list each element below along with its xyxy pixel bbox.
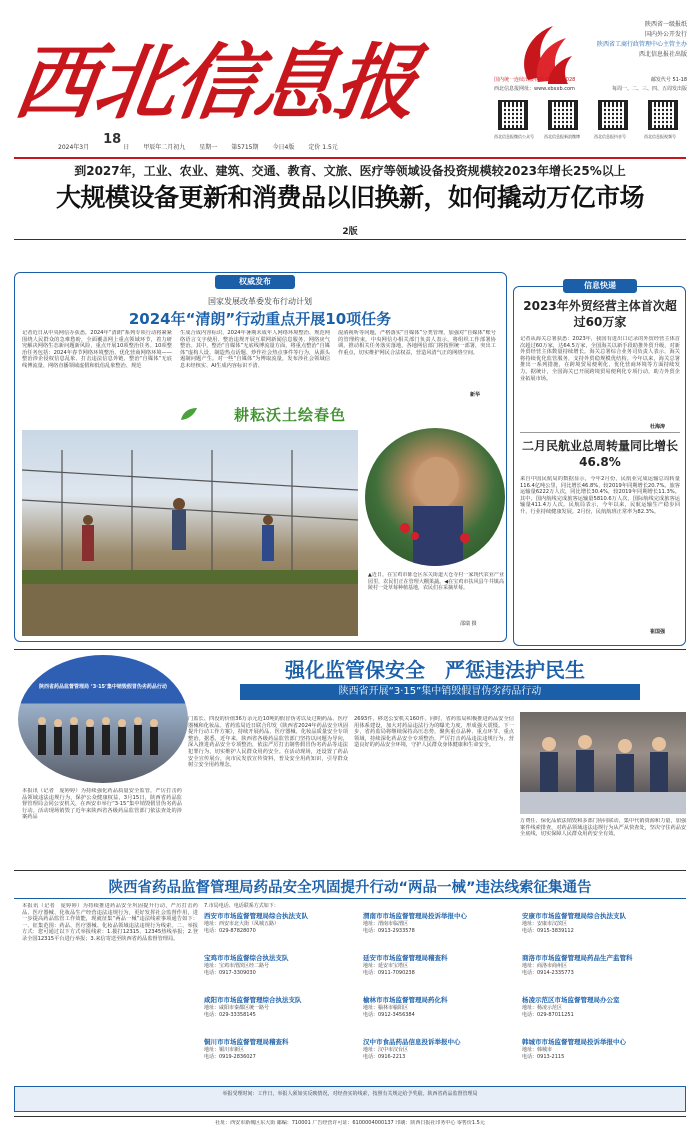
agency-address: 地址：宝鸡市渭滨区经二路号 [204, 963, 270, 969]
photo-banner: 陕西省药品监督管理局 ‘3·15’集中销毁假冒伪劣药品行动 [39, 684, 167, 690]
agency-phone: 电话：0917-3309030 [204, 969, 256, 976]
notice-title: 陕西省药品监督管理局药品安全巩固提升行动“两品一械”违法线索征集通告 [108, 880, 592, 896]
agency-item [363, 953, 516, 991]
agency-address: 地址：杨凌示范区 [522, 1005, 563, 1011]
safety-subtitle: 陕西省开展“3·15”集中销毁假冒伪劣药品行动 [240, 684, 640, 700]
qr-caption: 西北信息报新浪微博 [544, 134, 580, 139]
date-yearmonth: 2024年3月 [58, 143, 90, 151]
info-line: 国内外公开发行 [644, 31, 687, 38]
agency-address: 地址：汉中市汉台区 [363, 1047, 409, 1053]
agency-item [363, 911, 516, 949]
greenhouse-photo [22, 430, 358, 636]
agency-item [204, 953, 357, 991]
masthead-divider [14, 157, 686, 159]
agency-name: 西安市市场监督管理局综合执法支队 [204, 912, 308, 920]
masthead [8, 14, 486, 140]
safety-title: 强化监管保安全 严惩违法护民生 [285, 658, 585, 682]
agency-item [204, 911, 357, 949]
headline-kicker: 到2027年，工业、农业、建筑、交通、教育、文旅、医疗等领域设备投资规模较2023年增长25%以上 [74, 164, 626, 178]
agency-address: 地址：渭南市临渭区 [363, 921, 409, 927]
agency-phone: 电话：0912-3456384 [363, 1011, 415, 1018]
info-line: 陕西省一级报纸 [644, 21, 687, 28]
masthead-info [592, 20, 687, 60]
agency-name: 商洛市市场监督管理局药品生产监管科 [522, 954, 633, 962]
agency-name: 杨凌示范区市场监督管理局办公室 [522, 996, 620, 1004]
authority-title: 2024年“清朗”行动重点开展10项任务 [128, 310, 392, 328]
agency-item [522, 1037, 675, 1075]
lunar-date: 甲辰年二月初九 [143, 143, 186, 151]
agency-phone: 电话：029-33358145 [204, 1011, 256, 1018]
news-flash-pill: 信息快递 [563, 279, 637, 293]
spring-caption: ▲近日，在宝鸡市陈仓区东关街道大仓寺村一家现代农业产业园里，农民们正在管理大棚果蔬。◀在宝鸡市扶风县午井镇高陵村一处草莓种植基地，农民们在采摘草莓。 [368, 572, 504, 592]
farmer-photo [365, 428, 505, 566]
qr-code-icon [598, 100, 628, 130]
agency-address: 地址：韩城市 [522, 1047, 553, 1053]
agency-address: 地址：延安市宝塔区 [363, 963, 409, 969]
info-line: 陕西省工商行政管理中心主管主办 [596, 41, 687, 48]
page-reference: 2版 [342, 227, 358, 237]
divider [14, 898, 686, 899]
divider [520, 432, 680, 433]
qr-strip [494, 100, 687, 146]
news-flash-byline-1: 杜海涛 [650, 424, 666, 430]
agency-address: 地址：榆林市榆阳区 [363, 1005, 409, 1011]
date-day-label: 日 [123, 143, 130, 151]
agency-name: 韩城市市场监督管理局投诉举报中心 [522, 1038, 626, 1046]
divider [14, 870, 686, 871]
agency-phone: 电话：0914-2335773 [522, 969, 574, 976]
safety-lead: 本报讯（记者 庞婷婷）为持续强化药品质量安全监管，严厉打击药品领域违法违规行为，保护公众健康权益，3月15日，陕西省药品监督管理局会同公安机关，在西安市举行“3·15”集中销毁假冒伪劣药品行动。活动现场销毁了近年来陕西省各级药品监管部门依法查处的涉案药品 [22, 788, 182, 821]
frequency: 每周一、二、三、四、五周发出版 [611, 86, 687, 92]
agency-name: 延安市市场监督管理局稽查科 [363, 954, 448, 962]
agency-item [204, 995, 357, 1033]
cn-number: 国内统一连续出版物号 CN 61-0028 [494, 77, 576, 83]
agency-item [522, 995, 675, 1033]
authority-col-1: 记者近日从中央网信办获悉，2024年“清朗”系列专项行动将紧紧围绕人民群众的急难愁盼，全面覆盖网上重点领域环节，着力研究解决网络生态新问题新风险，重点开展10项整治任务。10项整治任务包括：2024年春节网络环境整治、优化营商网络环境——整治涉企侵权信息乱象、打击违法信息外链、整治“自媒体”无底线博流量、网络直播领域虚假和低俗乱象整治、规范 [22, 330, 172, 369]
agency-list [204, 903, 682, 1083]
qr-caption: 西北信息报视频号 [644, 134, 676, 139]
qr-code-icon [648, 100, 678, 130]
agency-phone: 电话：0913-2115 [522, 1053, 565, 1060]
agency-item [363, 1037, 516, 1075]
notice-footer-box [14, 1086, 686, 1112]
qr-caption: 西北信息报抖音号 [594, 134, 626, 139]
leaf-icon [180, 406, 198, 425]
agency-address: 地址：西安市北大街（凤城五路） [204, 921, 280, 927]
news-flash-title-1: 2023年外贸经营主体首次超过60万家 [523, 299, 677, 329]
safety-col-3: 2693件，移送公安机关160件。同时，省药监局积极推进药品安全信用体系建设，加大对药品违法行为的曝光力度，形成强大震慑。下一步，省药监局将继续保持高压态势，聚焦重点品种、重点环节、重点领域，持续深化药品安全专项整治，严厉打击药品违法违规行为，营造良好的药品安全环境，守护人民群众身体健康和生命安全。 [354, 716, 514, 749]
agency-address: 地址：咸阳市秦都区统一路号 [204, 1005, 270, 1011]
agency-name: 铜川市市场监督管理局稽查科 [204, 1038, 289, 1046]
agency-list-heading: 7.市局电话、电话联系方式如下： [204, 903, 279, 909]
agency-phone: 电话：029-87011251 [522, 1011, 574, 1018]
newspaper-logo: 西北信息报 [8, 35, 422, 131]
authority-col-2: 生成合成内容标识、2024年暑期未成年人网络环境整治、规范网络语言文字使用、整治违规开展互联网新闻信息服务、网络戾气整治。其中，整治“自媒体”无底线博流量方面，将重点整治“自媒体”虚构人设、制造热点话题、炒作社会热点事件等行为，从源头遏制问题产生。对一些“自媒体”为博取流量，发布涉社会领域信息未经核实、AI生成内容标识不清、 [180, 330, 330, 369]
divider [14, 239, 686, 240]
website: 西北信息报网址：www.xbxxb.com [494, 86, 575, 92]
inspection-photo [520, 712, 686, 814]
publication-codes [494, 76, 687, 94]
dateline [58, 131, 488, 157]
agency-grid [204, 911, 682, 1083]
safety-col-4: 万费任、保化品依法销毁和多部门协同联动，集中代销资源和力量，加强案件线索排查，对药品领域违法违规行为从严从快查处，坚决守住药品安全底线，切实保障人民群众用药安全有效。 [520, 818, 686, 838]
agency-name: 汉中市食品药品信息投诉举报中心 [363, 1038, 461, 1046]
agency-name: 宝鸡市市场监督综合执法支队 [204, 954, 289, 962]
news-flash-title-2: 二月民航业总周转量同比增长46.8% [521, 439, 678, 469]
agency-phone: 电话：029-87828070 [204, 927, 256, 934]
qr-code-icon [548, 100, 578, 130]
agency-name: 榆林市市场监督管理局药化科 [363, 996, 448, 1004]
agency-phone: 电话：0916-2213 [363, 1053, 406, 1060]
agency-item [522, 911, 675, 949]
agency-item [204, 1037, 357, 1075]
agency-name: 渭南市市场监督管理局投诉举报中心 [363, 912, 467, 920]
agency-name: 咸阳市市场监督管理综合执法支队 [204, 996, 302, 1004]
divider [14, 1116, 686, 1117]
agency-item [522, 953, 675, 991]
divider [14, 649, 686, 650]
authority-byline: 新华 [470, 392, 481, 398]
agency-address: 地址：商洛市商州区 [522, 963, 568, 969]
issue-number: 第5715期 [231, 143, 259, 151]
page-count: 今日4版 [272, 143, 295, 151]
post-code: 邮发代号 51-18 [650, 77, 687, 83]
date-day: 18 [103, 131, 122, 147]
agency-phone: 电话：0911-7090238 [363, 969, 415, 976]
agency-phone: 电话：0913-2933578 [363, 927, 415, 934]
authority-col-3: 混淆视听等问题，严格落实“自媒体”分类管理，加强对“自媒体”账号的管理约束。中央网信办相关部门负责人表示，将组织工作部署协调，推动相关任务落实落地，各地网信部门将按照统一部署，突出工作重点，切实维护网民合法权益，营造风清气正的网络空间。 [338, 330, 496, 356]
headline-title: 大规模设备更新和消费品以旧换新，如何撬动万亿市场 [55, 183, 644, 212]
news-flash-body-2: 来自中国民航局的数据显示，今年2月份，民航业完成运输总周转量116.4亿吨公里，同比增长46.8%，较2019年同期增长20.7%。旅客运输量6222万人次，同比增长30.4%，较2019年同期增长11.3%。其中，国内航线完成旅客运输量5810.6万人次，国际航线完成旅客运输量411.4万人次。民航局表示，今年以来，民航运输生产稳步回升，行业持续健康发展。2月份，民航航班正常率为82.3%。 [520, 476, 680, 515]
destruction-photo [18, 655, 188, 783]
news-flash-body-1: 记者从海关总署获悉：2023年，我国有进出口记录的外贸经营主体首次超过60万家，达64.5万家，全国海关以新手段助推外贸升级，对新外贸经营主体数量持续增长。海关总署综合业务司负责人表示，海关将持续优化监管服务，支持外贸稳规模优结构。今年以来，海关总署推出一系列措施，在跨境贸易便利化、优化营商环境等方面持续发力。据统计，全国海关已开展跨境贸易便利化专项行动，助力外贸企业拓展市场。 [520, 336, 680, 382]
agency-phone: 电话：0919-2836027 [204, 1053, 256, 1060]
notice-footer: 举报受理时间：工作日，举报人须如实反映情况，对经查实的线索，按照有关规定给予奖励。陕西省药品监督管理局 [222, 1091, 478, 1097]
agency-phone: 电话：0915-3839112 [522, 927, 574, 934]
spring-credit: 邵瑞 摄 [460, 621, 477, 627]
agency-address: 地址：铜川市新区 [204, 1047, 245, 1053]
price: 定价 1.5元 [308, 143, 338, 151]
notice-intro: 本报讯（记者 庞婷婷）为持续推进药品安全巩固提升行动，严厉打击药品、医疗器械、化妆品生产经营违法违规行为，更好发挥社会监督作用，进一步提高药品监管工作效能，现就征集“两品一械”违法线索事项通告如下：一、征集范围：药品、医疗器械、化妆品领域违法违规行为线索。二、举报方式：您可通过以下方式举报线索：1.拨打12315、12345热线举报；2.登录全国12315平台进行举报；3.来信寄送至陕西省药品监督管理局。 [22, 903, 198, 942]
info-line: 西北信息报社出版 [638, 51, 687, 58]
authority-subtitle: 国家发展改革委发布行动计划 [208, 297, 312, 306]
agency-item [363, 995, 516, 1033]
qr-caption: 西北信息报微信公众号 [494, 134, 534, 139]
colophon: 社址：西安市新城区东大街 邮编：710001 广告经营许可证：6100004000137 印刷：陕西日报社印务中心 零售价1.5元 [215, 1120, 485, 1126]
agency-name: 安康市市场监督管理局综合执法支队 [522, 912, 626, 920]
spring-banner: 耕耘沃土绘春色 [233, 406, 346, 424]
qr-code-icon [498, 100, 528, 130]
weekday: 星期一 [199, 143, 218, 151]
agency-address: 地址：安康市汉滨区 [522, 921, 568, 927]
news-flash-byline-2: 崔国强 [650, 629, 666, 635]
authority-pill: 权威发布 [215, 275, 295, 289]
safety-col-2: 门监长、四没的价值36万余元近10吨的假冒伪劣以及过期药品、医疗器械和化妆品。省药监局近日联合印发《陕西省2024年药品安全巩固提升行动工作方案》，持续开展药品、医疗器械、化妆品质量安全专项整治。据悉，近年来，陕西省各级药品监管部门坚持以问题为导向，深入推进药品安全专项整治，依法严厉打击制售假冒伪劣药品等违法犯罪行为，切实维护人民群众用药安全。在活动现场，还设置了药品安全宣传展台，向市民发放宣传资料，普及安全用药知识，引导群众树立安全用药理念。 [188, 716, 348, 769]
